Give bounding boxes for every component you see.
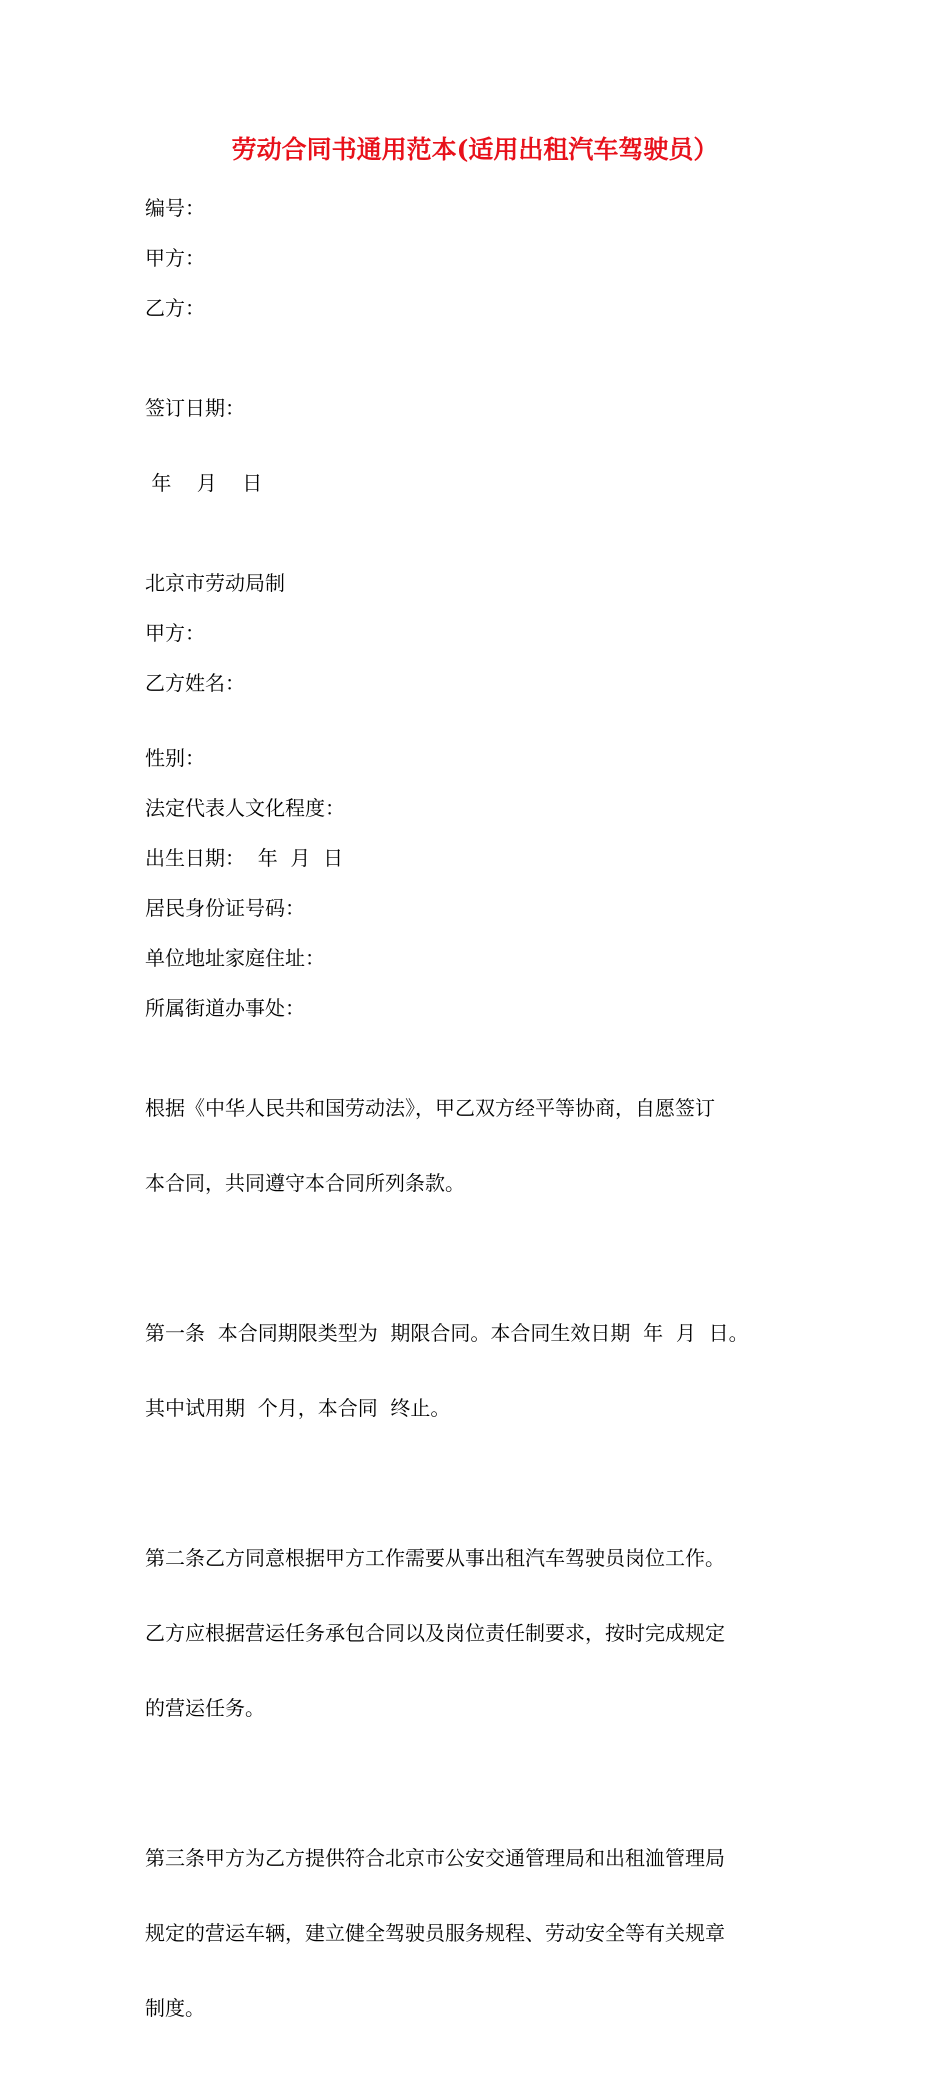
article-3-line: 规定的营运车辆，建立健全驾驶员服务规程、劳动安全等有关规章 (145, 1921, 725, 1945)
subdistrict-office-field: 所属街道办事处： (145, 996, 305, 1020)
document-title: 劳动合同书通用范本(适用出租汽车驾驶员） (231, 135, 719, 164)
article-2-paragraph (145, 1496, 815, 1771)
document-body (145, 196, 815, 2096)
article-2-line: 第二条乙方同意根据甲方工作需要从事出租汽车驾驶员岗位工作。 (145, 1546, 725, 1570)
article-3-line: 第三条甲方为乙方提供符合北京市公安交通管理局和出租洫管理局 (145, 1846, 725, 1870)
address-field: 单位地址家庭住址： (145, 946, 325, 970)
legal-rep-education-field: 法定代表人文化程度： (145, 796, 345, 820)
party-b-field: 乙方： (145, 296, 205, 320)
signing-date-label: 签订日期： (145, 396, 245, 420)
party-a-field-2: 甲方： (145, 621, 205, 645)
article-2-line: 的营运任务。 (145, 1696, 265, 1720)
article-3-line: 制度。 (145, 1996, 205, 2020)
serial-number-field: 编号： (145, 196, 205, 220)
gender-field: 性别： (145, 746, 205, 770)
preamble-paragraph (145, 1046, 815, 1246)
id-number-field: 居民身份证号码： (145, 896, 305, 920)
issuer-line: 北京市劳动局制 (145, 571, 285, 595)
preamble-line: 根据《中华人民共和国劳动法》，甲乙双方经平等协商，自愿签订 (145, 1096, 715, 1120)
article-3-paragraph (145, 1796, 815, 2071)
article-2-line: 乙方应根据营运任务承包合同以及岗位责任制要求，按时完成规定 (145, 1621, 725, 1645)
preamble-line: 本合同，共同遵守本合同所列条款。 (145, 1171, 465, 1195)
birth-date-field: 出生日期： 年 月 日 (145, 846, 344, 870)
signing-date-field (145, 346, 815, 546)
article-1-line: 第一条 本合同期限类型为 期限合同。本合同生效日期 年 月 日。 (145, 1321, 749, 1345)
party-a-field: 甲方： (145, 246, 205, 270)
signing-date-value: 年 月 日 (145, 471, 263, 495)
article-1-line: 其中试用期 个月，本合同 终止。 (145, 1396, 451, 1420)
party-b-name-field: 乙方姓名： (145, 671, 245, 695)
article-1-paragraph (145, 1271, 815, 1471)
